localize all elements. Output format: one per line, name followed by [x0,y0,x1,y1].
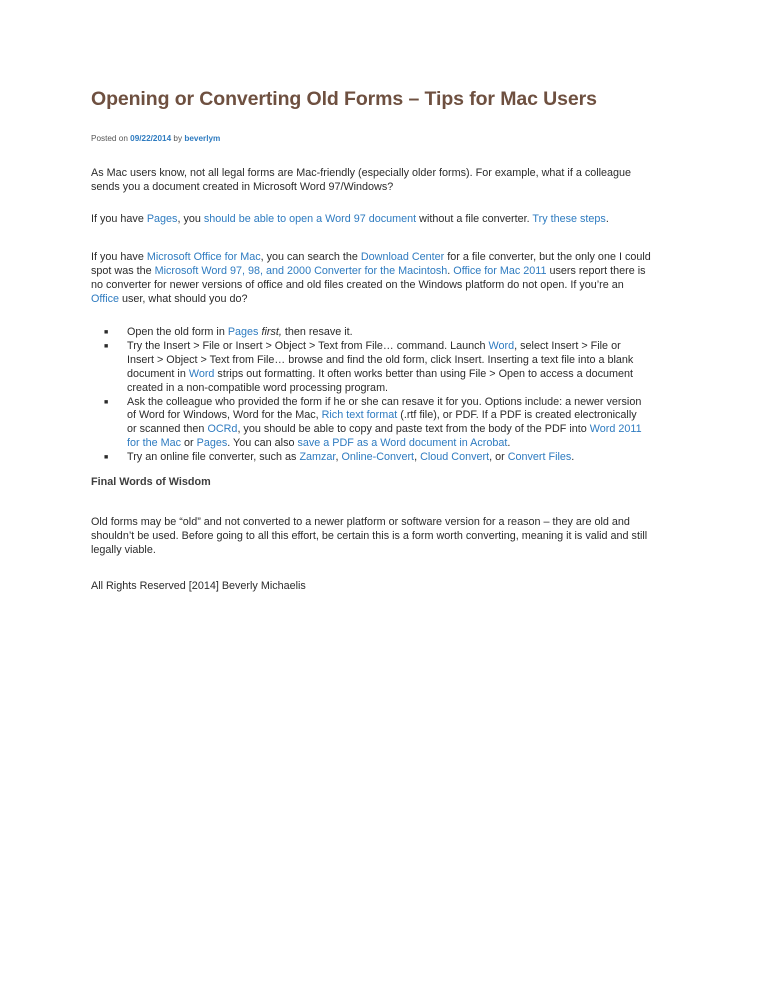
cloud-convert-link[interactable]: Cloud Convert [420,451,490,464]
copyright-footer: All Rights Reserved [2014] Beverly Michaelis [91,580,306,592]
text: (.rtf file), or PDF. If a PDF is created electronically [397,409,637,422]
text: If you have [91,213,147,225]
text: without a file converter. [416,213,533,225]
try-these-steps-link[interactable]: Try these steps [532,213,606,225]
square-bullet-icon: ■ [104,342,109,350]
list-item [91,451,691,465]
post-title: Opening or Converting Old Forms – Tips for Mac Users [91,88,597,110]
text: , [335,451,342,464]
acrobat-link[interactable]: save a PDF as a Word document in Acrobat [297,437,508,450]
text: Try an online file converter, such as [127,451,300,464]
post-date-link[interactable]: 09/22/2014 [130,134,172,143]
office-for-mac-link[interactable]: Microsoft Office for Mac [146,251,261,263]
section-heading: Final Words of Wisdom [91,476,211,488]
text: , you [177,213,204,225]
text: . [447,265,454,277]
text: of Word for Windows, Word for the Mac, [127,409,322,422]
pages-link[interactable]: Pages [196,437,228,450]
posted-on-label: Posted on [91,134,128,143]
text: or [181,437,197,450]
text: Old forms may be “old” and not converted to a newer platform or software version for a reason – they are old and [91,516,630,528]
post-meta [91,134,220,143]
square-bullet-icon: ■ [104,329,109,336]
pages-link[interactable]: Pages [146,213,178,225]
converter-link[interactable]: Microsoft Word 97, 98, and 2000 Converter for the Macintosh [154,265,448,277]
text: Insert > Object > Text from File… browse and find the old form, click Insert. Inserting a text file into a blank [127,353,634,366]
text: strips out formatting. It often works better than using File > Open to access a document [214,367,634,380]
word-2011-link[interactable]: Word 2011 [589,423,642,436]
text: or scanned then [127,423,208,436]
text: users report there is [546,265,646,277]
text: shouldn’t be used. Before going to all this effort, be certain this is a form worth converting, meaning it is valid and still [91,530,648,542]
text: spot was the [91,265,155,277]
text: Open the old form in [127,326,228,338]
download-center-link[interactable]: Download Center [360,251,445,263]
text: sends you a document created in Microsoft Word 97/Windows? [91,181,394,193]
text: , or [489,451,508,464]
text: legally viable. [91,544,156,556]
paragraph-intro [91,166,691,194]
text: , [414,451,421,464]
word-link[interactable]: Word [488,339,515,352]
text: , select Insert > File or [514,339,621,352]
text: then resave it. [281,326,353,338]
word-link[interactable]: Word [188,367,215,380]
rich-text-format-link[interactable]: Rich text format [321,409,398,422]
text: . [571,451,575,464]
square-bullet-icon: ■ [104,398,109,406]
paragraph-pages [91,212,691,226]
zamzar-link[interactable]: Zamzar [299,451,336,464]
open-word97-link[interactable]: should be able to open a Word 97 document [203,213,417,225]
ocrd-link[interactable]: OCRd [207,423,238,436]
text: created in a non-compatible word processing program. [127,381,389,394]
text: Ask the colleague who provided the form if he or she can resave it for you. Options include: a newer version [127,395,642,408]
by-label: by [173,134,183,143]
author-link[interactable]: beverlym [184,134,221,143]
text: . [605,213,609,225]
online-convert-link[interactable]: Online-Convert [341,451,415,464]
paragraph-office [91,250,691,306]
office-link[interactable]: Office [91,293,120,305]
text: . [507,437,511,450]
list-item [91,340,691,396]
word-2011-link-cont[interactable]: for the Mac [127,437,182,450]
text: . You can also [227,437,298,450]
office-2011-link[interactable]: Office for Mac 2011 [453,265,547,277]
tips-list [91,326,691,465]
square-bullet-icon: ■ [104,454,109,462]
emphasis: first, [258,326,282,338]
text: If you have [91,251,147,263]
text: for a file converter, but the only one I could [444,251,651,263]
text: As Mac users know, not all legal forms are Mac-friendly (especially older forms). For example, what if a colleague [91,167,632,179]
pages-link[interactable]: Pages [227,326,259,338]
text: document in [127,367,189,380]
paragraph-wisdom [91,515,691,557]
text: user, what should you do? [119,293,248,305]
text: , you can search the [260,251,361,263]
list-item [91,396,691,452]
convert-files-link[interactable]: Convert Files [507,451,572,464]
text: no converter for newer versions of office and old files created on the Windows platform do not open. If you’re an [91,279,624,291]
text: Try the Insert > File or Insert > Object > Text from File… command. Launch [127,339,489,352]
text: , you should be able to copy and paste text from the body of the PDF into [237,423,590,436]
list-item [91,326,691,340]
